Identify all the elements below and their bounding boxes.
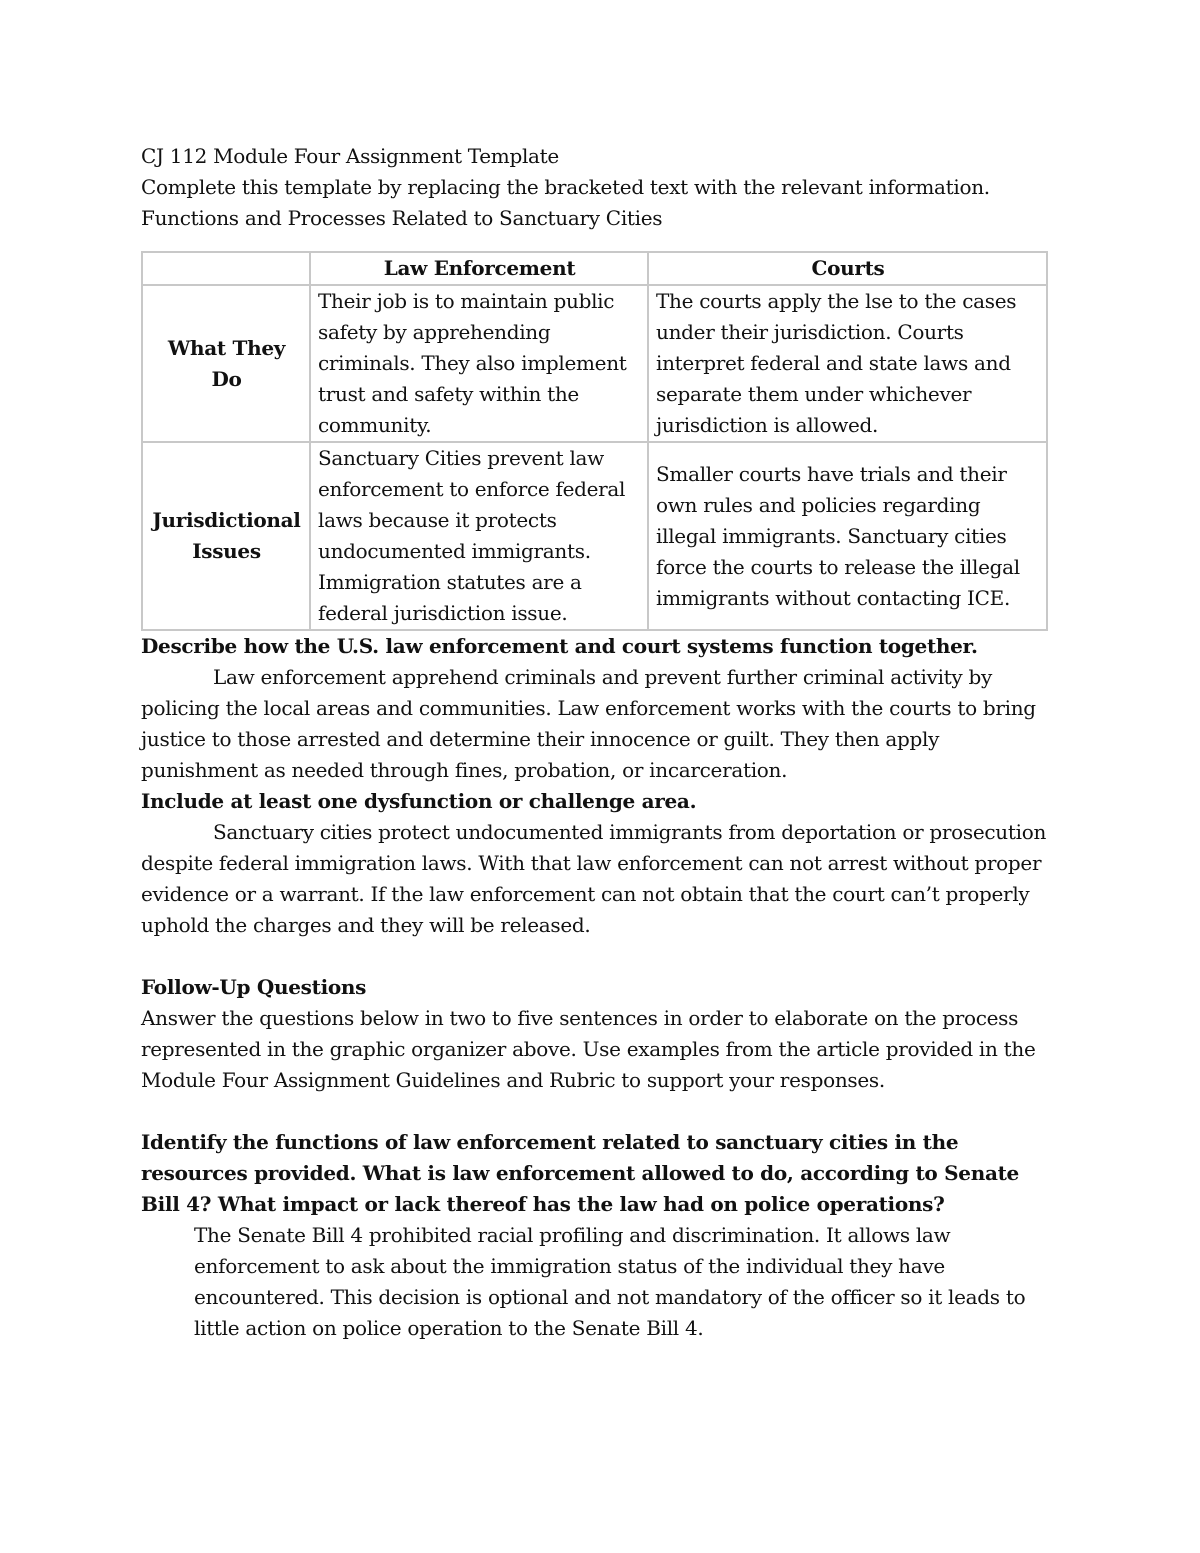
follow-up-heading: Follow-Up Questions [141,975,367,999]
table-row [142,442,1047,630]
table-header-row [142,252,1047,285]
describe-prompt: Describe how the U.S. law enforcement and court systems function together. [141,634,978,658]
document-page [141,141,1061,1344]
table-header-courts: Courts [648,252,1047,285]
table-header-law-enforcement: Law Enforcement [310,252,648,285]
cell-law-enforcement-what-they-do: Their job is to maintain public safety by apprehending criminals. They also implement trust and safety within the community. [310,285,648,442]
row-label-jurisdictional-issues: Jurisdictional Issues [142,442,310,630]
describe-answer: Law enforcement apprehend criminals and prevent further criminal activity by policing the local areas and communities. Law enforcement works with the courts to bring justice to those arrested and determine their innocence or guilt. They then apply punishment as needed through fines, probation, or incarceration. [141,665,1036,782]
section-title: Functions and Processes Related to Sanctuary Cities [141,206,663,230]
question-1-answer: The Senate Bill 4 prohibited racial profiling and discrimination. It allows law enforcement to ask about the immigration status of the individual they have encountered. This decision is optional and not mandatory of the officer so it leads to little action on police operation to the Senate Bill 4. [194,1223,1026,1340]
cell-law-enforcement-jurisdictional-issues: Sanctuary Cities prevent law enforcement to enforce federal laws because it protects undocumented immigrants. Immigration statutes are a federal jurisdiction issue. [310,442,648,630]
follow-up-intro: Answer the questions below in two to five sentences in order to elaborate on the process represented in the graphic organizer above. Use examples from the article provided in the Module Four Assignment Guidelines and Rubric to support your responses. [141,1006,1036,1092]
graphic-organizer-table [141,251,1048,631]
cell-courts-what-they-do: The courts apply the lse to the cases under their jurisdiction. Courts interpret federal and state laws and separate them under whichever jurisdiction is allowed. [648,285,1047,442]
question-1-prompt: Identify the functions of law enforcement related to sanctuary cities in the resources provided. What is law enforcement allowed to do, according to Senate Bill 4? What impact or lack thereof has the law had on police operations? [141,1130,1019,1216]
table-row [142,285,1047,442]
document-title: CJ 112 Module Four Assignment Template [141,144,559,168]
spacer [141,1096,1061,1127]
dysfunction-prompt: Include at least one dysfunction or challenge area. [141,789,697,813]
row-label-what-they-do: What They Do [142,285,310,442]
table-header-empty [142,252,310,285]
spacer [141,941,1061,972]
cell-courts-jurisdictional-issues: Smaller courts have trials and their own rules and policies regarding illegal immigrants. Sanctuary cities force the courts to release the illegal immigrants without contacting ICE. [648,442,1047,630]
dysfunction-answer: Sanctuary cities protect undocumented immigrants from deportation or prosecution despite federal immigration laws. With that law enforcement can not arrest without proper evidence or a warrant. If the law enforcement can not obtain that the court can’t properly uphold the charges and they will be released. [141,820,1047,937]
instructions-text: Complete this template by replacing the bracketed text with the relevant information. [141,175,990,199]
